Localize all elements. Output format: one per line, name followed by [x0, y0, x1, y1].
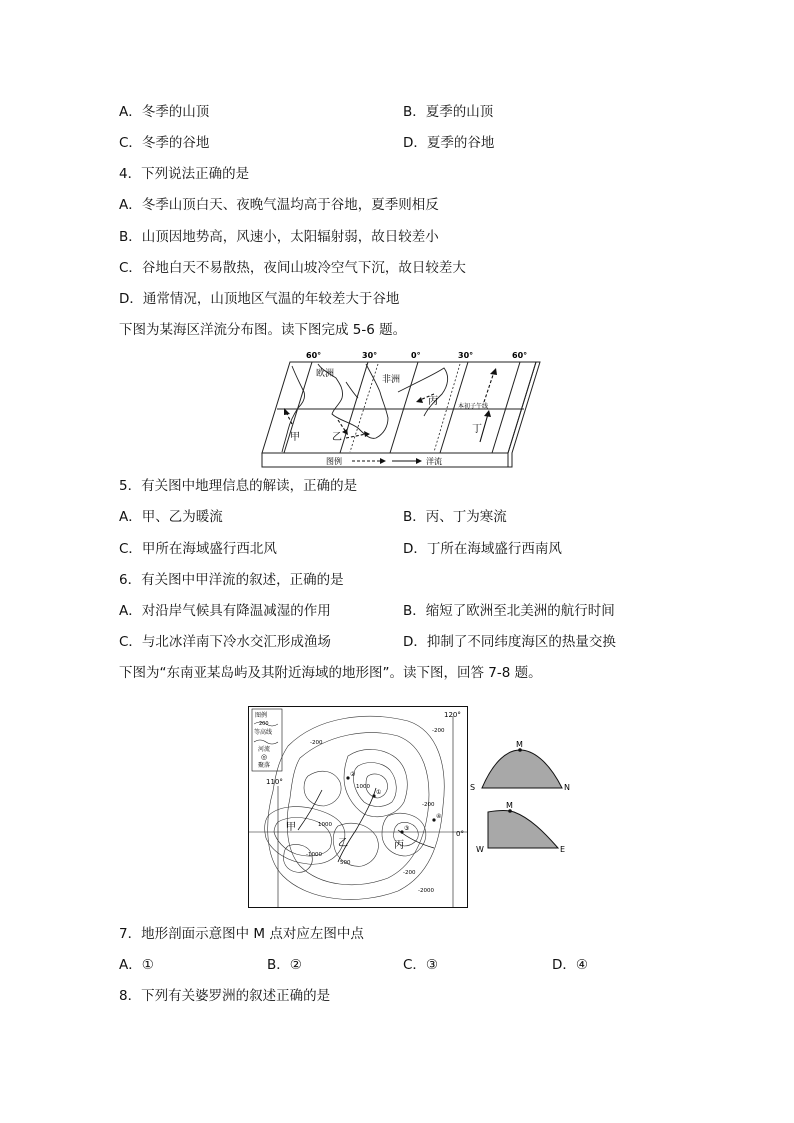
lon-label-0: 0° [411, 351, 421, 360]
label-africa: 非洲 [382, 375, 401, 385]
lon-label-60w: 60° [306, 351, 322, 360]
q7-stem: 7．地形剖面示意图中 M 点对应左图中点 [119, 926, 364, 942]
topo-legend-title: 图例 [255, 712, 268, 719]
q3-option-d: D．夏季的谷地 [403, 135, 495, 151]
point-4-label: ④ [436, 813, 442, 820]
q4-option-a: A．冬季山顶白天、夜晚气温均高于谷地，夏季则相反 [119, 197, 439, 213]
topo-label-bing: 丙 [394, 840, 404, 851]
profile-1-terrain [482, 750, 562, 788]
label-yi: 乙 [332, 432, 342, 443]
label-europe: 欧洲 [316, 369, 335, 379]
label-ding: 丁 [472, 424, 482, 435]
meridian-dashed-2 [434, 364, 460, 452]
q3-option-a: A．冬季的山顶 [119, 104, 210, 120]
lon-label-30w: 30° [362, 351, 378, 360]
contour-label-7: -200 [422, 802, 435, 808]
topo-legend-river-text: 河流 [258, 746, 271, 753]
legend-label: 图例 [326, 457, 342, 466]
q4-option-b: B．山顶因地势高，风速小，太阳辐射弱，故日较差小 [119, 229, 439, 245]
contour-label-5: -2000 [418, 888, 434, 894]
contour-label-1: -200 [310, 740, 323, 746]
label-meridian: 本初子午线 [458, 403, 489, 410]
q5-stem: 5．有关图中地理信息的解读，正确的是 [119, 478, 358, 494]
q6-stem: 6．有关图中甲洋流的叙述，正确的是 [119, 572, 344, 588]
topo-legend-mouth-symbol: ◎ [261, 753, 268, 761]
lon-label-30e: 30° [458, 351, 474, 360]
q5-option-c: C．甲所在海域盛行西北风 [119, 541, 277, 557]
legend-dashed-arrowhead [380, 458, 386, 464]
q6-option-b: B．缩短了欧洲至北美洲的航行时间 [403, 603, 615, 619]
lon-110-label: 110° [266, 778, 283, 786]
profile-2-peak-label: M [506, 801, 513, 810]
topo-legend-mouth-text: 聚落 [258, 762, 271, 769]
legend-solid-arrowhead [416, 458, 422, 464]
ocean-current-map [258, 348, 548, 473]
q7-option-a: A．① [119, 957, 154, 973]
q7-option-d: D．④ [552, 957, 588, 973]
contour-label-8: 500 [340, 860, 351, 866]
q5-option-b: B．丙、丁为寒流 [403, 509, 507, 525]
intro-5-6: 下图为某海区洋流分布图。读下图完成 5-6 题。 [119, 322, 407, 338]
topo-label-yi: 乙 [338, 838, 348, 849]
label-jia: 甲 [290, 432, 300, 443]
profile-w-e [474, 800, 574, 856]
profile-1-right-label: N [564, 783, 570, 792]
lat-0-label: 0° [456, 830, 464, 838]
topo-legend-contour-text: 等高线 [254, 729, 273, 736]
point-2-label: ② [350, 771, 356, 778]
q6-option-c: C．与北冰洋南下冷水交汇形成渔场 [119, 634, 331, 650]
contour-label-6: -200 [403, 870, 416, 876]
topo-label-jia: 甲 [286, 822, 296, 833]
topo-legend-contour-number: 200 [259, 721, 269, 727]
map-frame [262, 362, 540, 467]
topographic-map [248, 706, 468, 908]
lon-120-label: 120° [444, 711, 461, 719]
q4-stem: 4．下列说法正确的是 [119, 166, 250, 182]
point-1-label: ① [376, 789, 382, 796]
label-bing: 丙 [428, 396, 438, 407]
profile-1-peak-label: M [516, 740, 523, 749]
profile-2-left-label: W [476, 845, 484, 854]
profile-1-left-label: S [470, 783, 476, 792]
q4-option-c: C．谷地白天不易散热，夜间山坡冷空气下沉，故日较差大 [119, 260, 466, 276]
contour-label-4: -200 [432, 728, 445, 734]
contour-label-2: -1000 [306, 852, 322, 858]
q6-option-d: D．抑制了不同纬度海区的热量交换 [403, 634, 616, 650]
profile-s-n [468, 740, 578, 796]
intro-7-8: 下图为“东南亚某岛屿及其附近海域的地形图”。读下图，回答 7-8 题。 [119, 665, 542, 681]
q8-stem: 8．下列有关婆罗洲的叙述正确的是 [119, 988, 331, 1004]
q3-option-b: B．夏季的山顶 [403, 104, 494, 120]
q7-option-c: C．③ [403, 957, 439, 973]
q5-option-d: D．丁所在海域盛行西南风 [403, 541, 562, 557]
contour-label-9: 1000 [318, 822, 332, 828]
point-3-label: ③ [404, 825, 410, 832]
lon-label-60e: 60° [512, 351, 528, 360]
profile-2-right-label: E [560, 845, 566, 854]
q5-option-a: A．甲、乙为暖流 [119, 509, 223, 525]
profile-2-terrain [488, 811, 558, 849]
q7-option-b: B．② [267, 957, 302, 973]
q3-option-c: C．冬季的谷地 [119, 135, 210, 151]
legend-text: 洋流 [426, 457, 442, 466]
contour-label-3: 1000 [356, 784, 370, 790]
q4-option-d: D．通常情况，山顶地区气温的年较差大于谷地 [119, 291, 400, 307]
q6-option-a: A．对沿岸气候具有降温减湿的作用 [119, 603, 331, 619]
